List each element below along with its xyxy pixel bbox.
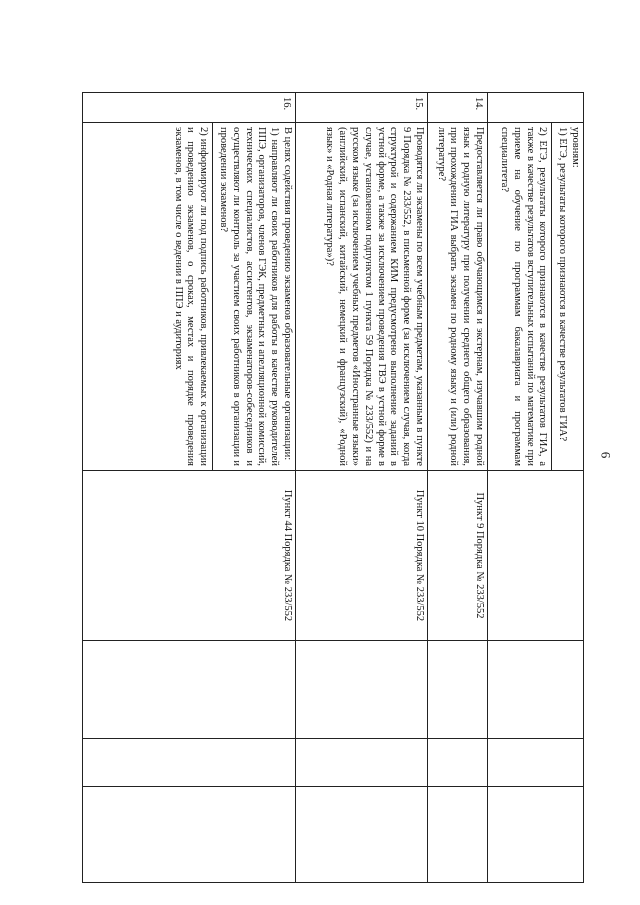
table-row <box>83 93 296 883</box>
answer-cell <box>428 641 488 739</box>
question-part-1 <box>212 123 295 470</box>
question-cell <box>83 123 296 471</box>
row-number: 16. <box>83 93 296 123</box>
answer-cell <box>83 641 296 739</box>
rotated-table-wrapper <box>82 92 584 882</box>
answer-cell <box>296 641 428 739</box>
reference-cell: Пункт 10 Порядка № 233/552 <box>296 471 428 641</box>
question-text: уровням: 1) ЕГЭ, результаты которого признаются в качестве результатов ГИА? <box>557 127 581 442</box>
row-number <box>488 93 584 123</box>
answer-cell <box>83 739 296 787</box>
reference-cell <box>488 471 584 641</box>
answer-cell <box>488 641 584 739</box>
question-text: В целях содействия проведению экзаменов образовательные организации: 1) направляют ли своих работников для работы в качестве руководителей ППЭ, организаторов, членов ГЭК, предметных и апелляционной комиссий, технических специалистов, ассистентов, экзаменаторов-собеседников и осуществляют ли контроль за участием своих работников в организации и проведении экзаменов? <box>218 127 293 466</box>
row-number: 15. <box>296 93 428 123</box>
question-text: Предоставляется ли право обучающимся и экстернам, изучавшим родной язык и родную литературу при получении среднего общего образования, при прохождении ГИА выбрать экзамен по родному языку и (или) родной литературе? <box>428 123 488 471</box>
question-part-1 <box>551 123 583 470</box>
notes-cell <box>428 787 488 883</box>
table-row <box>428 93 488 883</box>
notes-cell <box>488 787 584 883</box>
answer-cell <box>488 739 584 787</box>
notes-cell <box>296 787 428 883</box>
checklist-table <box>82 92 584 883</box>
question-cell <box>488 123 584 471</box>
question-part-2 <box>497 127 551 466</box>
page-number: 6 <box>598 451 614 459</box>
notes-cell <box>83 787 296 883</box>
question-text: 2) информируют ли под подпись работников, привлекаемых к организации и проведению экзаменов, о сроках, местах и порядке проведения экзаменов, в том числе о ведении в ППЭ и аудиториях <box>172 127 210 466</box>
row-number: 14. <box>428 93 488 123</box>
question-text: 2) ЕГЭ, результаты которого признаются в качестве результатов ГИА, а также в качестве результатов вступительных испытаний по математике при приеме на обучение по программам бакалавриата и программам специалитета? <box>499 127 549 466</box>
reference-cell: Пункт 9 Порядка № 233/552 <box>428 471 488 641</box>
answer-cell <box>428 739 488 787</box>
answer-cell <box>296 739 428 787</box>
question-text: Проводятся ли экзамены по всем учебным предметам, указанным в пункте 9 Порядка № 233/552, в письменной форме (за исключением случая, когда структурой и содержанием КИМ предусмотрено выполнение заданий в устной форме, а также за исключением проведения ГВЭ в устной форме в случае, установленном подпунктом 1 пункта 59 Порядка № 233/552) и на русском языке (за исключением учебных предметов «Иностранные языки» (английский, испанский, китайский, немецкий и французский), «Родной язык» и «Родная литература»)? <box>296 123 428 471</box>
table-row <box>296 93 428 883</box>
reference-cell: Пункт 44 Порядка № 233/552 <box>83 471 296 641</box>
question-part-2 <box>171 127 212 466</box>
table-row <box>488 93 584 883</box>
